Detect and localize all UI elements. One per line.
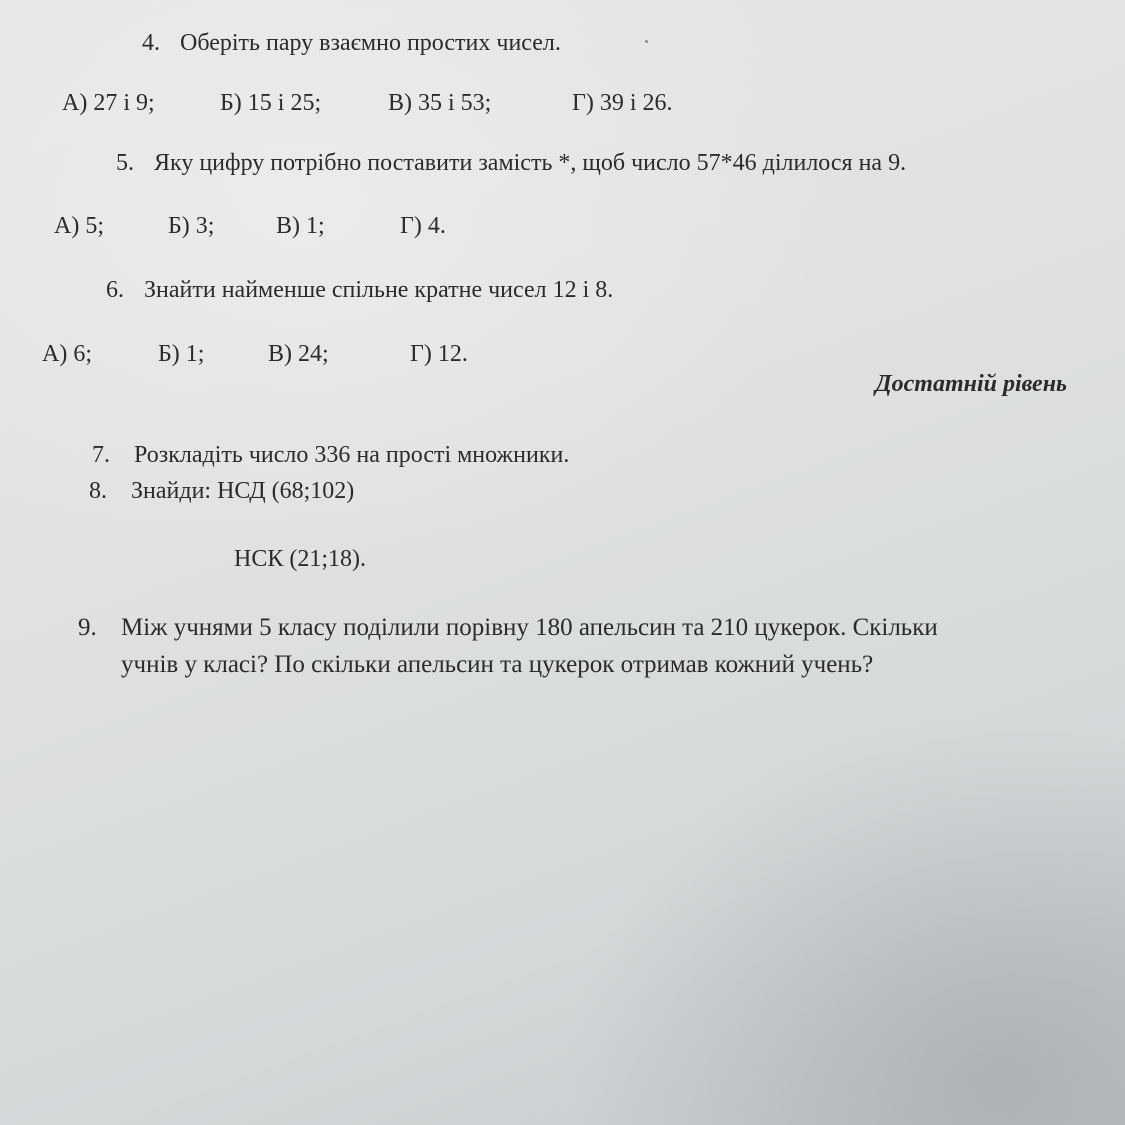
paper-speck <box>645 40 648 43</box>
question-7 <box>92 440 569 470</box>
question-5 <box>116 148 906 178</box>
question-6 <box>106 275 613 305</box>
question-9-number: 9. <box>78 614 97 641</box>
question-8-number: 8. <box>89 478 107 504</box>
question-4 <box>142 28 561 58</box>
question-9 <box>78 613 938 643</box>
question-9-text-line-2: учнів у класі? По скільки апельсин та цукерок отримав кожний учень? <box>121 651 874 678</box>
question-8-text: Знайди: НСД (68;102) <box>131 478 355 504</box>
question-4-option-d: Г) 39 і 26. <box>572 90 673 116</box>
question-6-text: Знайти найменше спільне кратне чисел 12 і 8. <box>144 277 614 303</box>
question-5-number: 5. <box>116 150 134 176</box>
question-6-option-c: В) 24; <box>268 341 329 367</box>
question-6-option-b: Б) 1; <box>158 341 205 367</box>
question-5-option-d: Г) 4. <box>400 213 446 239</box>
question-6-option-d: Г) 12. <box>410 341 468 367</box>
question-8-line-2: НСК (21;18). <box>234 546 366 572</box>
question-4-text: Оберіть пару взаємно простих чисел. <box>180 30 561 56</box>
question-4-number: 4. <box>142 30 160 56</box>
level-heading: Достатній рівень <box>875 371 1067 397</box>
question-5-option-a: А) 5; <box>54 213 104 239</box>
question-7-text: Розкладіть число 336 на прості множники. <box>134 442 570 468</box>
question-7-number: 7. <box>92 442 110 468</box>
question-9-text-line-1: Між учнями 5 класу поділили порівну 180 апельсин та 210 цукерок. Скільки <box>121 614 938 641</box>
question-4-option-b: Б) 15 і 25; <box>220 90 322 116</box>
question-5-option-c: В) 1; <box>276 213 325 239</box>
question-5-option-b: Б) 3; <box>168 213 215 239</box>
question-5-text: Яку цифру потрібно поставити замість *, щоб число 57*46 ділилося на 9. <box>154 150 907 176</box>
question-8 <box>89 476 354 506</box>
question-4-option-c: В) 35 і 53; <box>388 90 492 116</box>
question-4-option-a: А) 27 і 9; <box>62 90 155 116</box>
question-6-number: 6. <box>106 277 124 303</box>
question-6-option-a: А) 6; <box>42 341 92 367</box>
